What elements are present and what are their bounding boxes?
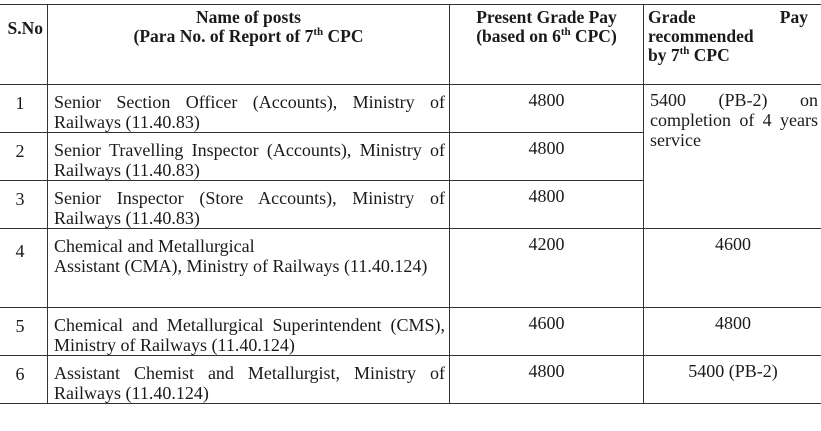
- row-post-name: Senior Inspector (Store Accounts), Ministry of Railways (11.40.83): [48, 181, 450, 229]
- table-header-row: [0, 5, 821, 85]
- header-present-line1: Present Grade Pay: [476, 7, 617, 27]
- row-sno: 1: [0, 85, 48, 133]
- row-recommended-grade-pay: 4600: [644, 229, 821, 308]
- row-present-grade-pay: 4800: [450, 356, 644, 404]
- table-row: [0, 85, 821, 133]
- header-present-sup: th: [560, 26, 571, 39]
- header-rec-sup: th: [679, 45, 690, 58]
- row-post-name: [48, 229, 450, 308]
- header-rec-line3: [648, 45, 730, 65]
- row-present-grade-pay: 4800: [450, 181, 644, 229]
- row-sno: 2: [0, 133, 48, 181]
- header-name-line1: Name of posts: [196, 7, 301, 27]
- header-present-line2-end: CPC): [570, 26, 617, 46]
- row-present-grade-pay: 4200: [450, 229, 644, 308]
- row-post-name-rest: Assistant (CMA), Ministry of Railways (11.40.124): [54, 256, 428, 276]
- grade-pay-table: [0, 4, 821, 404]
- header-present-line2-text: (based on 6: [476, 26, 561, 46]
- header-name-line2-text: (Para No. of Report of 7: [133, 26, 314, 46]
- header-rec-line3-end: CPC: [689, 45, 730, 65]
- header-rec-line1-a: Grade: [648, 7, 696, 27]
- row-post-name: Chemical and Metallurgical Superintendent (CMS), Ministry of Railways (11.40.124): [48, 308, 450, 356]
- header-rec-line1: [648, 8, 808, 27]
- table-row: [0, 308, 821, 356]
- row-recommended-grade-pay: 5400 (PB-2): [644, 356, 821, 404]
- header-name-sup: th: [313, 26, 324, 39]
- row-post-name: Senior Section Officer (Accounts), Ministry of Railways (11.40.83): [48, 85, 450, 133]
- header-present-grade-pay: [450, 5, 644, 85]
- row-present-grade-pay: 4800: [450, 85, 644, 133]
- row-present-grade-pay: 4600: [450, 308, 644, 356]
- row-post-name: Senior Travelling Inspector (Accounts), Ministry of Railways (11.40.83): [48, 133, 450, 181]
- row-sno: 3: [0, 181, 48, 229]
- header-name-line2: [134, 26, 364, 46]
- row-recommended-merged: 5400 (PB-2) on completion of 4 years service: [644, 85, 821, 229]
- row-present-grade-pay: 4800: [450, 133, 644, 181]
- row-recommended-grade-pay: 4800: [644, 308, 821, 356]
- header-recommended-grade-pay: [644, 5, 821, 85]
- table-row: [0, 356, 821, 404]
- table-row: [0, 229, 821, 308]
- header-present-line2: [476, 26, 617, 46]
- row-sno: 4: [0, 229, 48, 308]
- header-rec-line2: recommended: [648, 26, 754, 46]
- header-name-of-posts: [48, 5, 450, 85]
- row-post-name-line1: Chemical and Metallurgical: [54, 236, 255, 256]
- row-sno: 5: [0, 308, 48, 356]
- row-post-name: Assistant Chemist and Metallurgist, Ministry of Railways (11.40.124): [48, 356, 450, 404]
- header-sno: S.No: [0, 5, 48, 85]
- header-rec-line1-b: Pay: [779, 7, 808, 27]
- row-sno: 6: [0, 356, 48, 404]
- header-rec-line3-text: by 7: [648, 45, 680, 65]
- header-name-line2-end: CPC: [323, 26, 364, 46]
